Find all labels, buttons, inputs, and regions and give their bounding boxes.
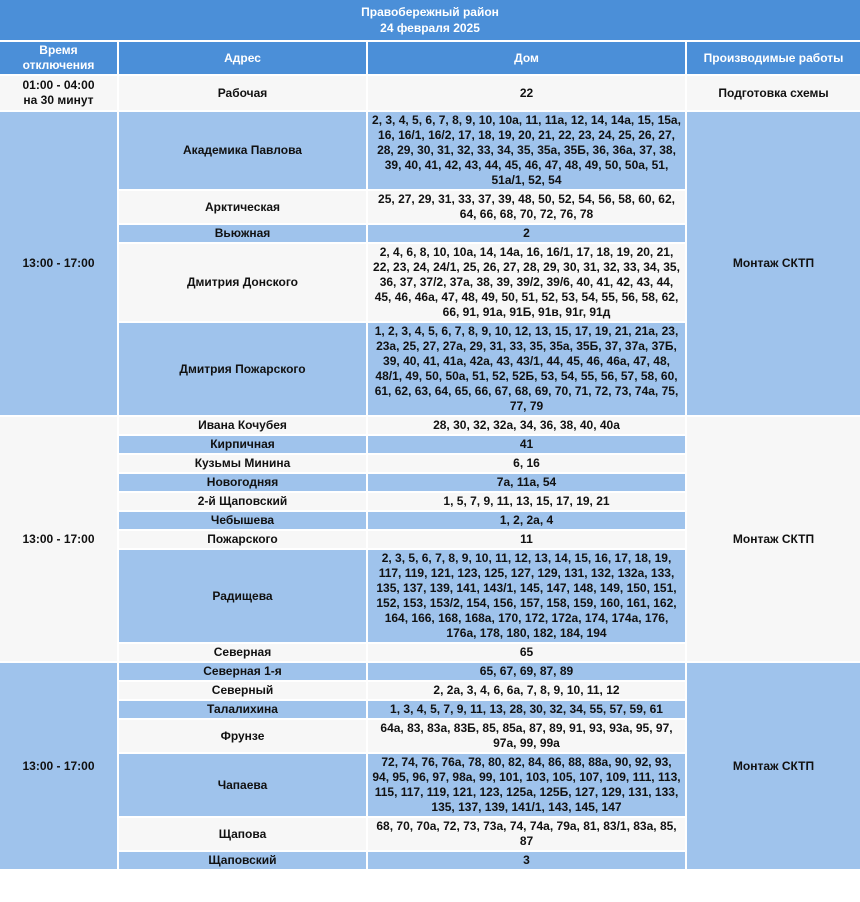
houses-cell: 68, 70, 70а, 72, 73, 73а, 74, 74а, 79а, 81, 83/1, 83а, 85, 87 — [368, 818, 685, 850]
street-cell: Дмитрия Пожарского — [119, 323, 366, 415]
table-row — [0, 417, 860, 434]
title-row — [0, 0, 860, 40]
houses-cell: 65, 67, 69, 87, 89 — [368, 663, 685, 680]
street-cell: Академика Павлова — [119, 112, 366, 189]
houses-cell: 2, 4, 6, 8, 10, 10а, 14, 14а, 16, 16/1, 17, 18, 19, 20, 21, 22, 23, 24, 24/1, 25, 26, 27, 28, 29, 30, 31, 32, 33, 34, 35, 36, 37, 37/2, 37а, 38, 39, 39/2, 39/6, 40, 41, 42, 43, 44, 45, 46, 46а, 47, 48, 49, 50, 51, 52, 53, 54, 55, 56, 58, 62, 66, 91, 91а, 91Б, 91в, 91г, 91д — [368, 244, 685, 321]
houses-cell: 1, 2, 3, 4, 5, 6, 7, 8, 9, 10, 12, 13, 15, 17, 19, 21, 21а, 23, 23а, 25, 27, 27а, 29, 31, 33, 35, 35а, 35Б, 37, 37а, 37Б, 39, 40, 41, 41а, 42а, 43, 43/1, 44, 45, 46, 46а, 47, 48, 48/1, 49, 50, 50а, 51, 52, 52Б, 53, 54, 55, 56, 57, 58, 60, 61, 62, 63, 64, 65, 66, 67, 68, 69, 70, 71, 72, 73, 74а, 75, 77, 79 — [368, 323, 685, 415]
outage-time-cell: 13:00 - 17:00 — [0, 417, 117, 661]
houses-cell: 41 — [368, 436, 685, 453]
street-cell: Арктическая — [119, 191, 366, 223]
table-row — [0, 663, 860, 680]
street-cell: Чапаева — [119, 754, 366, 816]
street-cell: Северная 1-я — [119, 663, 366, 680]
street-cell: Ивана Кочубея — [119, 417, 366, 434]
houses-cell: 22 — [368, 76, 685, 110]
outage-time-cell: 01:00 - 04:00 на 30 минут — [0, 76, 117, 110]
houses-cell: 3 — [368, 852, 685, 869]
work-type-cell: Монтаж СКТП — [687, 663, 860, 869]
street-cell: 2-й Щаповский — [119, 493, 366, 510]
houses-cell: 6, 16 — [368, 455, 685, 472]
street-cell: Щаповский — [119, 852, 366, 869]
houses-cell: 2 — [368, 225, 685, 242]
street-cell: Рабочая — [119, 76, 366, 110]
houses-cell: 2, 3, 4, 5, 6, 7, 8, 9, 10, 10а, 11, 11а, 12, 14, 14а, 15, 15а, 16, 16/1, 16/2, 17, 18, 19, 20, 21, 22, 23, 24, 25, 26, 27, 28, 29, 30, 31, 32, 33, 34, 35, 35а, 35Б, 36, 36а, 37, 38, 39, 40, 41, 42, 43, 44, 45, 46, 47, 48, 49, 50, 50а, 51, 51а/1, 52, 54 — [368, 112, 685, 189]
outage-time-cell: 13:00 - 17:00 — [0, 112, 117, 415]
houses-cell: 11 — [368, 531, 685, 548]
work-type-cell: Монтаж СКТП — [687, 417, 860, 661]
houses-cell: 1, 5, 7, 9, 11, 13, 15, 17, 19, 21 — [368, 493, 685, 510]
houses-cell: 65 — [368, 644, 685, 661]
street-cell: Щапова — [119, 818, 366, 850]
column-header-house: Дом — [368, 42, 685, 74]
work-type-cell: Подготовка схемы — [687, 76, 860, 110]
column-header-time: Время отключения — [0, 42, 117, 74]
houses-cell: 72, 74, 76, 76а, 78, 80, 82, 84, 86, 88, 88а, 90, 92, 93, 94, 95, 96, 97, 98а, 99, 101, 103, 105, 107, 109, 111, 113, 115, 117, 119, 121, 123, 125а, 125Б, 127, 129, 131, 133, 135, 137, 139, 141/1, 143, 145, 147 — [368, 754, 685, 816]
outage-time-cell: 13:00 - 17:00 — [0, 663, 117, 869]
street-cell: Чебышева — [119, 512, 366, 529]
houses-cell: 1, 3, 4, 5, 7, 9, 11, 13, 28, 30, 32, 34, 55, 57, 59, 61 — [368, 701, 685, 718]
street-cell: Радищева — [119, 550, 366, 642]
houses-cell: 64а, 83, 83а, 83Б, 85, 85а, 87, 89, 91, 93, 93а, 95, 97, 97а, 99, 99а — [368, 720, 685, 752]
street-cell: Талалихина — [119, 701, 366, 718]
table-row — [0, 76, 860, 110]
district-name: Правобережный район — [361, 5, 499, 19]
street-cell: Северная — [119, 644, 366, 661]
houses-cell: 2, 2а, 3, 4, 6, 6а, 7, 8, 9, 10, 11, 12 — [368, 682, 685, 699]
street-cell: Новогодняя — [119, 474, 366, 491]
street-cell: Пожарского — [119, 531, 366, 548]
houses-cell: 2, 3, 5, 6, 7, 8, 9, 10, 11, 12, 13, 14, 15, 16, 17, 18, 19, 117, 119, 121, 123, 125, 127, 129, 131, 132, 132а, 133, 135, 137, 139, 141, 143/1, 145, 147, 148, 149, 150, 151, 152, 153, 153/2, 154, 156, 157, 158, 159, 160, 161, 162, 164, 166, 168, 168а, 170, 172, 172а, 174, 174а, 176, 176а, 178, 180, 182, 184, 194 — [368, 550, 685, 642]
table-title — [0, 0, 860, 40]
street-cell: Кузьмы Минина — [119, 455, 366, 472]
column-header-work: Производимые работы — [687, 42, 860, 74]
street-cell: Кирпичная — [119, 436, 366, 453]
table-row — [0, 112, 860, 189]
street-cell: Дмитрия Донского — [119, 244, 366, 321]
houses-cell: 1, 2, 2а, 4 — [368, 512, 685, 529]
work-type-cell: Монтаж СКТП — [687, 112, 860, 415]
houses-cell: 25, 27, 29, 31, 33, 37, 39, 48, 50, 52, 54, 56, 58, 60, 62, 64, 66, 68, 70, 72, 76, 78 — [368, 191, 685, 223]
street-cell: Фрунзе — [119, 720, 366, 752]
header-row — [0, 42, 860, 74]
street-cell: Вьюжная — [119, 225, 366, 242]
street-cell: Северный — [119, 682, 366, 699]
column-header-address: Адрес — [119, 42, 366, 74]
houses-cell: 7а, 11а, 54 — [368, 474, 685, 491]
houses-cell: 28, 30, 32, 32а, 34, 36, 38, 40, 40а — [368, 417, 685, 434]
outage-date: 24 февраля 2025 — [380, 21, 480, 35]
